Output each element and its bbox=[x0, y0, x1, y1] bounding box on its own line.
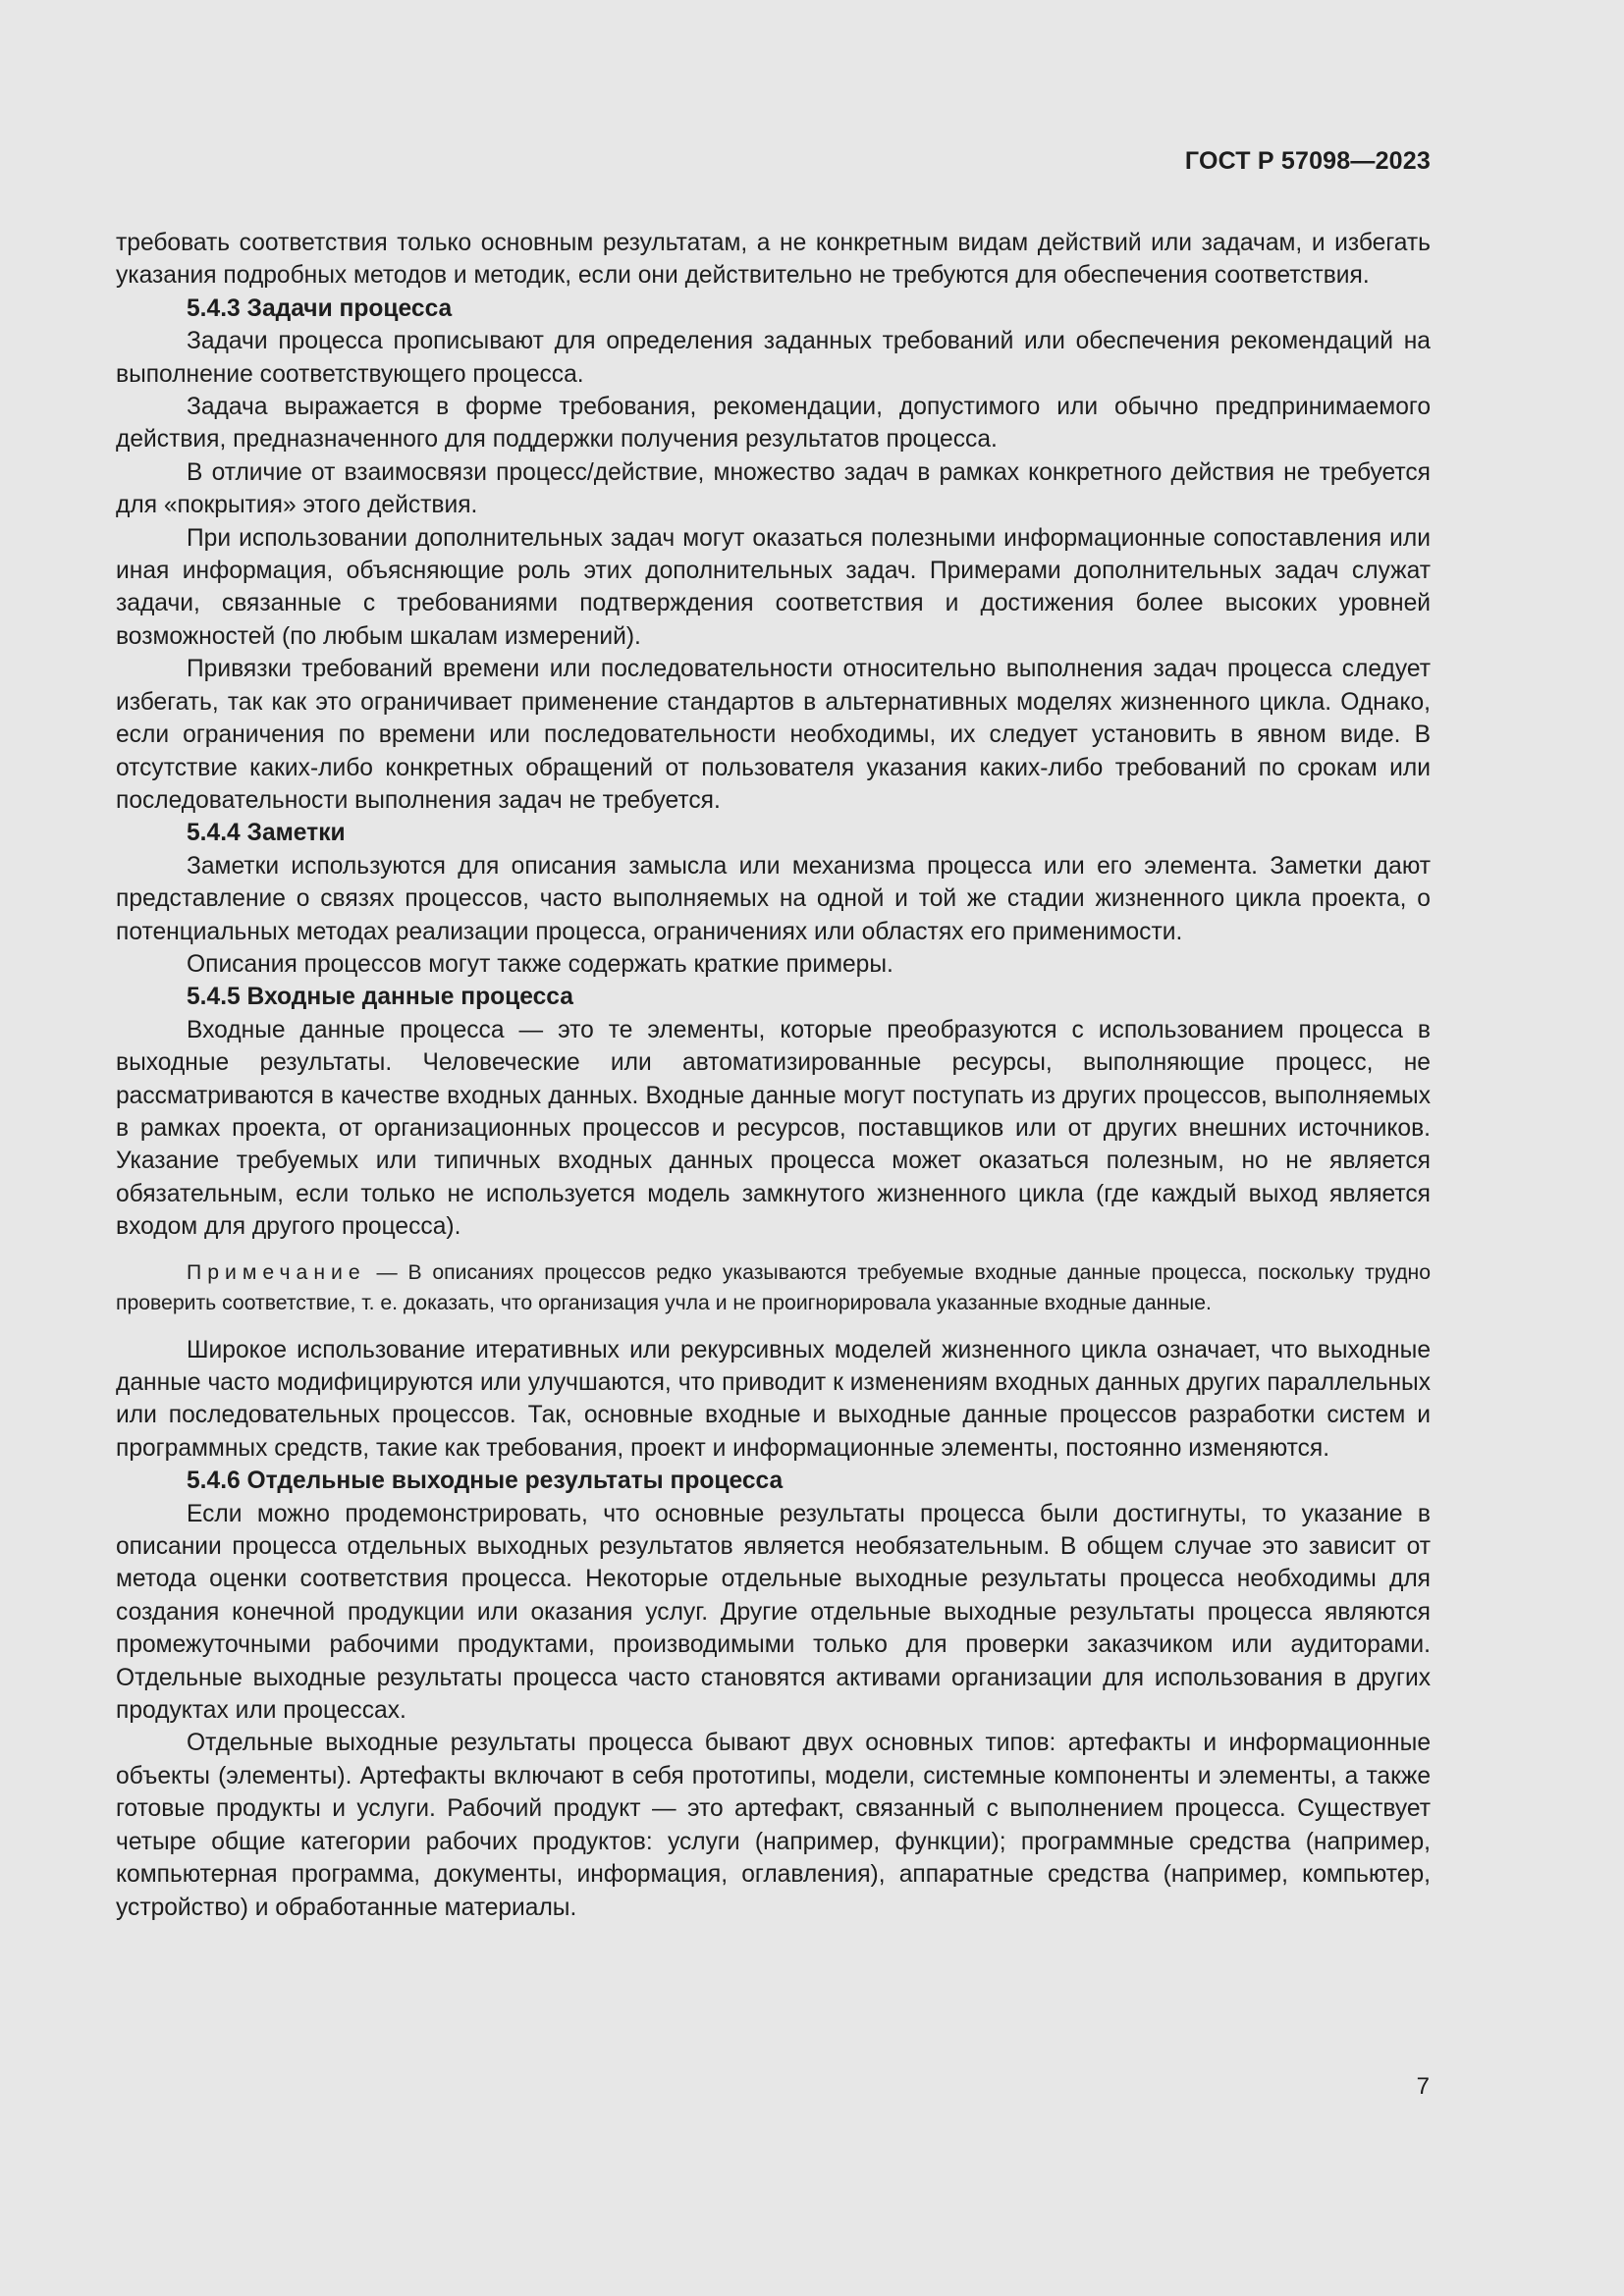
note-text: — В описаниях процессов редко указываются требуемые входные данные процесса, поскольку трудно проверить соответствие, т. е. доказать, что организация учла и не проигнорировала указанные входные данные. bbox=[116, 1260, 1431, 1314]
section-heading-5-4-5: 5.4.5 Входные данные процесса bbox=[187, 984, 573, 1011]
paragraph: Отдельные выходные результаты процесса бывают двух основных типов: артефакты и информационные объекты (элементы). Артефакты включают в себя прототипы, модели, системные компоненты и элементы, а также готовые продукты и услуги. Рабочий продукт — это артефакт, связанный с выполнением процесса. Существует четыре общие категории рабочих продуктов: услуги (например, функции); программные средства (например, компьютерная программа, документы, информация, оглавления), аппаратные средства (например, компьютер, устройство) и обработанные материалы. bbox=[116, 1730, 1431, 1921]
paragraph: Задача выражается в форме требования, рекомендации, допустимого или обычно предпринимаемого действия, предназначенного для поддержки получения результатов процесса. bbox=[116, 394, 1431, 454]
paragraph: В отличие от взаимосвязи процесс/действие, множество задач в рамках конкретного действия не требуется для «покрытия» этого действия. bbox=[116, 458, 1431, 519]
paragraph: Заметки используются для описания замысла или механизма процесса или его элемента. Заметки дают представление о связях процессов, часто выполняемых на одной и той же стадии жизненного цикла проекта, о потенциальных методах реализации процесса, ограничениях или областях его применимости. bbox=[116, 852, 1431, 945]
section-heading-5-4-3: 5.4.3 Задачи процесса bbox=[187, 294, 453, 322]
paragraph: Входные данные процесса — это те элементы, которые преобразуются с использованием процесса в выходные результаты. Человеческие или автоматизированные ресурсы, выполняющие процесс, не рассматриваются в качестве входных данных. Входные данные могут поступать из других процессов, выполняемых в рамках проекта, от организационных процессов и ресурсов, поставщиков или от других внешних источников. Указание требуемых или типичных входных данных процесса может оказаться полезным, но не является обязательным, если только не используется модель замкнутого жизненного цикла (где каждый выход является входом для другого процесса). bbox=[116, 1016, 1431, 1241]
paragraph: Задачи процесса прописывают для определения заданных требований или обеспечения рекомендаций на выполнение соответствующего процесса. bbox=[116, 328, 1431, 388]
note bbox=[116, 1257, 1431, 1318]
paragraph: Привязки требований времени или последовательности относительно выполнения задач процесса следует избегать, так как это ограничивает применение стандартов в альтернативных моделях жизненного цикла. Однако, если ограничения по времени или последовательности необходимы, их следует установить в явном виде. В отсутствие каких-либо конкретных обращений от пользователя указания каких-либо требований по срокам или последовательности выполнения задач не требуется. bbox=[116, 656, 1431, 814]
note-label: Примечание bbox=[187, 1260, 366, 1284]
paragraph: Широкое использование итеративных или рекурсивных моделей жизненного цикла означает, что выходные данные часто модифицируются или улучшаются, что приводит к изменениям входных данных других параллельных или последовательных процессов. Так, основные входные и выходные данные процессов разработки систем и программных средств, такие как требования, проект и информационные элементы, постоянно изменяются. bbox=[116, 1336, 1431, 1462]
paragraph: При использовании дополнительных задач могут оказаться полезными информационные сопоставления или иная информация, объясняющие роль этих дополнительных задач. Примерами дополнительных задач служат задачи, связанные с требованиями подтверждения соответствия и достижения более высоких уровней возможностей (по любым шкалам измерений). bbox=[116, 524, 1431, 650]
document-body bbox=[116, 227, 1431, 1924]
page-number: 7 bbox=[1416, 2073, 1430, 2100]
paragraph: Если можно продемонстрировать, что основные результаты процесса были достигнуты, то указание в описании процесса отдельных выходных результатов является необязательным. В общем случае это зависит от метода оценки соответствия процесса. Некоторые отдельные выходные результаты процесса необходимы для создания конечной продукции или оказания услуг. Другие отдельные выходные результаты процесса являются промежуточными рабочими продуктами, производимыми только для проверки заказчиком или аудиторами. Отдельные выходные результаты процесса часто становятся активами организации для использования в других продуктах или процессах. bbox=[116, 1500, 1431, 1725]
paragraph-intro: требовать соответствия только основным результатам, а не конкретным видам действий или задачам, и избегать указания подробных методов и методик, если они действительно не требуются для обеспечения соответствия. bbox=[116, 230, 1431, 290]
paragraph: Описания процессов могут также содержать краткие примеры. bbox=[187, 950, 893, 978]
section-heading-5-4-6: 5.4.6 Отдельные выходные результаты процесса bbox=[187, 1468, 784, 1495]
standard-code: ГОСТ Р 57098—2023 bbox=[1184, 147, 1431, 175]
section-heading-5-4-4: 5.4.4 Заметки bbox=[187, 820, 346, 847]
